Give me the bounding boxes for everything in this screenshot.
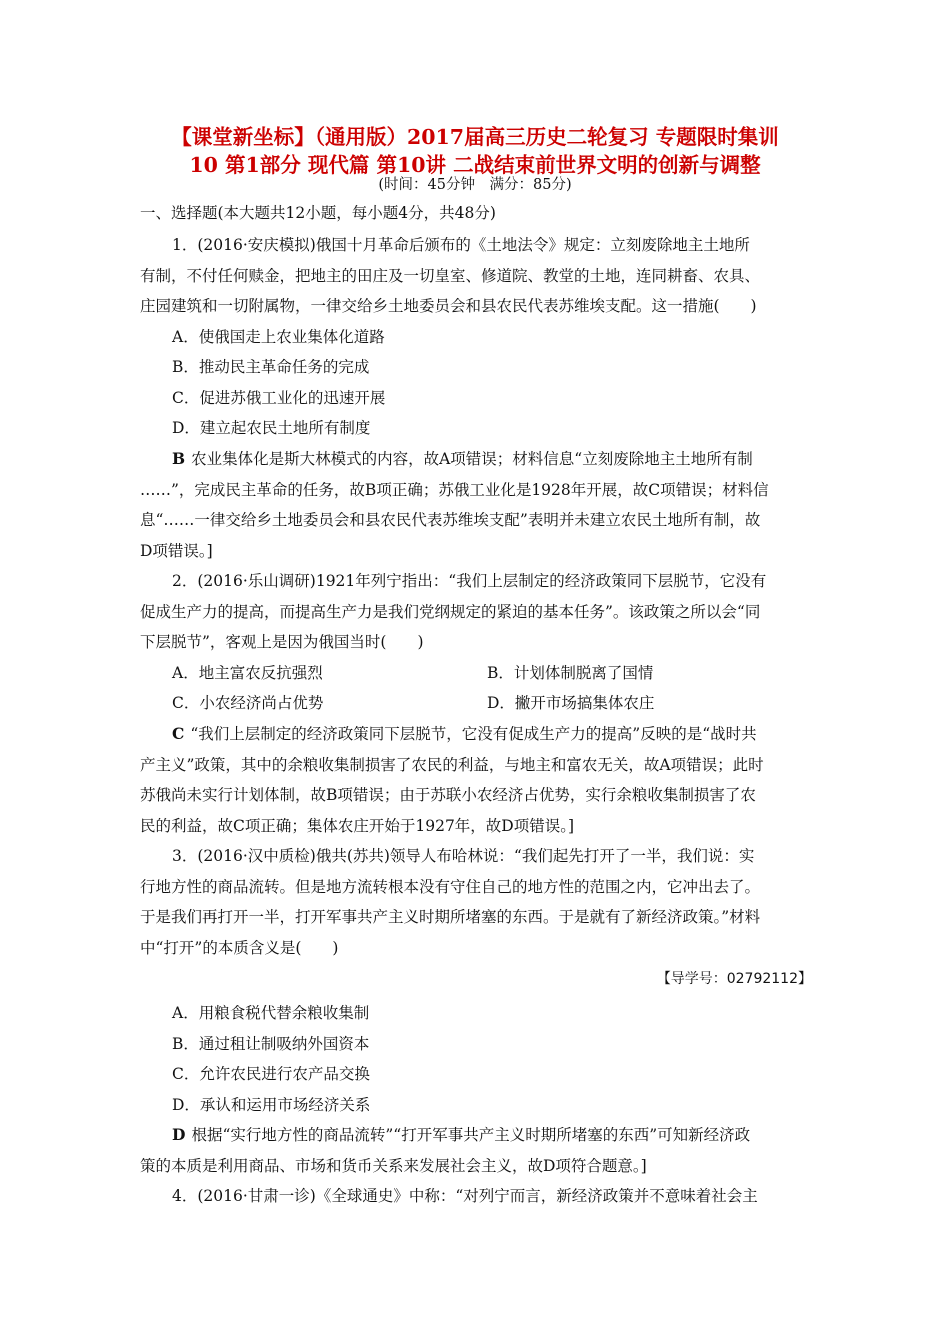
- q1-stem-line3: 庄园建筑和一切附属物，一律交给乡土地委员会和县农民代表苏维埃支配。这一措施( ): [140, 297, 757, 315]
- q1-option-d: D．建立起农民土地所有制度: [172, 419, 371, 437]
- q3-option-b: B．通过租让制吸纳外国资本: [172, 1035, 370, 1053]
- q3-stem-line1: 3．(2016·汉中质检)俄共(苏共)领导人布哈林说：“我们起先打开了一半，我们说：实: [172, 847, 755, 865]
- q3-option-d: D．承认和运用市场经济关系: [172, 1096, 371, 1114]
- q3-explanation-line2: 策的本质是利用商品、市场和货币关系来发展社会主义，故D项符合题意。]: [140, 1157, 647, 1175]
- q2-explanation-line4: 民的利益，故C项正确；集体农庄开始于1927年，故D项错误。]: [140, 817, 575, 835]
- q2-answer: C: [172, 724, 185, 743]
- q2-explanation-line2: 产主义”政策，其中的余粮收集制损害了农民的利益，与地主和富农无关，故A项错误；此时: [140, 756, 764, 774]
- q1-option-b: B．推动民主革命任务的完成: [172, 358, 370, 376]
- q3-explanation-line1: D 根据“实行地方性的商品流转”“打开军事共产主义时期所堵塞的东西”可知新经济政: [172, 1125, 751, 1144]
- q1-option-a: A．使俄国走上农业集体化道路: [172, 328, 385, 346]
- q1-explanation-line4: D项错误。]: [140, 542, 213, 560]
- q3-answer: D: [172, 1125, 186, 1144]
- q1-answer: B: [172, 449, 186, 468]
- q3-stem-line3: 于是我们再打开一半，打开军事共产主义时期所堵塞的东西。于是就有了新经济政策。”材料: [140, 908, 761, 926]
- q2-explanation-line1: C “我们上层制定的经济政策同下层脱节，它没有促成生产力的提高”反映的是“战时共: [172, 724, 757, 743]
- q1-explanation-line1: B 农业集体化是斯大林模式的内容，故A项错误；材料信息“立刻废除地主土地所有制: [172, 449, 753, 468]
- q2-option-c: C．小农经济尚占优势: [172, 694, 324, 712]
- q1-option-c: C．促进苏俄工业化的迅速开展: [172, 389, 386, 407]
- q1-explanation-line3: 息“……一律交给乡土地委员会和县农民代表苏维埃支配”表明并未建立农民土地所有制，故: [140, 511, 761, 529]
- q3-option-c: C．允许农民进行农产品交换: [172, 1065, 370, 1083]
- q3-guide-number: 【导学号：02792112】: [656, 971, 812, 987]
- doc-title-line2: 10 第1部分 现代篇 第10讲 二战结束前世界文明的创新与调整: [189, 153, 761, 177]
- q4-stem-line1: 4．(2016·甘肃一诊)《全球通史》中称：“对列宁而言，新经济政策并不意味着社会主: [172, 1187, 758, 1205]
- q3-option-a: A．用粮食税代替余粮收集制: [172, 1004, 370, 1022]
- q2-option-b: B．计划体制脱离了国情: [487, 664, 654, 682]
- q1-stem-line2: 有制，不付任何赎金，把地主的田庄及一切皇室、修道院、教堂的土地，连同耕畜、农具、: [140, 267, 761, 285]
- doc-subtitle: (时间：45分钟 满分：85分): [378, 177, 572, 193]
- q2-explanation-line3: 苏俄尚未实行计划体制，故B项错误；由于苏联小农经济占优势，实行余粮收集制损害了农: [140, 786, 756, 804]
- q3-stem-line4: 中“打开”的本质含义是( ): [140, 939, 339, 957]
- q1-stem-line1: 1．(2016·安庆模拟)俄国十月革命后颁布的《土地法令》规定：立刻废除地主土地所: [172, 236, 750, 254]
- q2-option-a: A．地主富农反抗强烈: [172, 664, 323, 682]
- section-heading: 一、选择题(本大题共12小题，每小题4分，共48分): [140, 204, 496, 222]
- doc-title-line1: 【课堂新坐标】（通用版）2017届高三历史二轮复习 专题限时集训: [171, 125, 779, 149]
- q2-stem-line2: 促成生产力的提高，而提高生产力是我们党纲规定的紧迫的基本任务”。该政策之所以会“同: [140, 603, 761, 621]
- q3-stem-line2: 行地方性的商品流转。但是地方流转根本没有守住自己的地方性的范围之内，它冲出去了。: [140, 878, 761, 896]
- q2-stem-line3: 下层脱节”，客观上是因为俄国当时( ): [140, 633, 424, 651]
- q2-stem-line1: 2．(2016·乐山调研)1921年列宁指出：“我们上层制定的经济政策同下层脱节，它没有: [172, 572, 767, 590]
- q1-explanation-line2: ……”，完成民主革命的任务，故B项正确；苏俄工业化是1928年开展，故C项错误；材料信: [140, 481, 769, 499]
- q2-option-d: D．撇开市场搞集体农庄: [487, 694, 655, 712]
